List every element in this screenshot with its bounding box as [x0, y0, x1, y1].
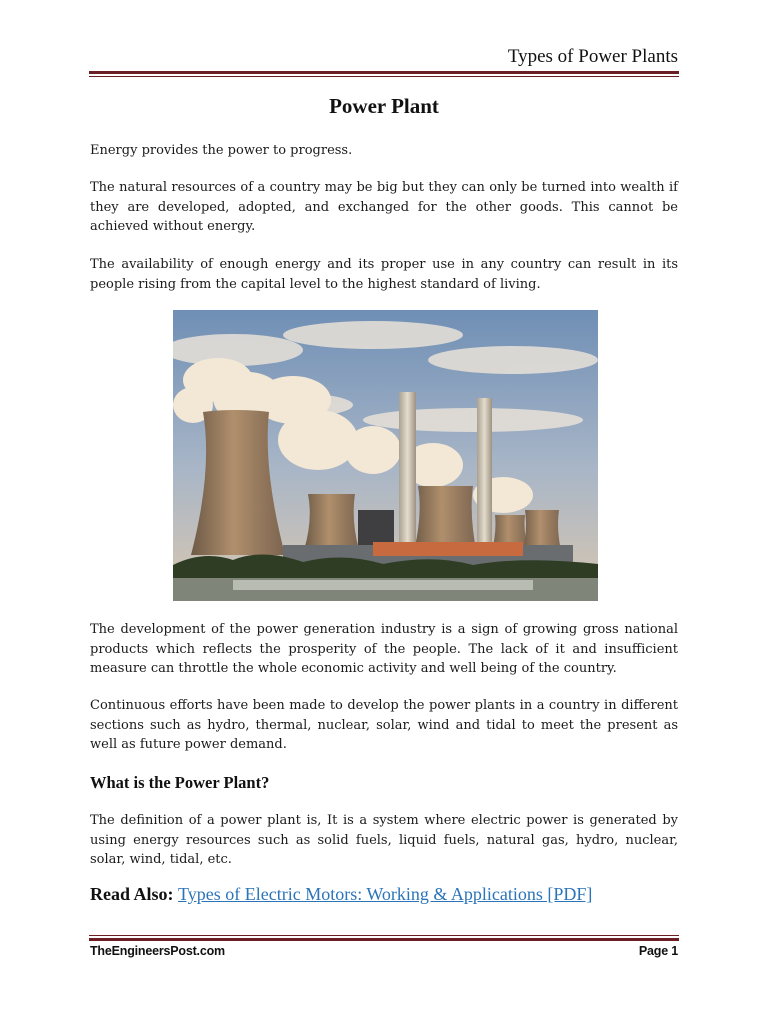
read-also-label: Read Also	[90, 884, 168, 904]
read-also-separator: :	[167, 884, 179, 904]
read-also-link[interactable]: Types of Electric Motors: Working & Applications [PDF]	[178, 884, 593, 904]
footer-site: TheEngineersPost.com	[90, 944, 225, 958]
footer-rule	[89, 938, 679, 941]
header-title: Types of Power Plants	[507, 46, 678, 67]
footer-page-number: Page 1	[638, 944, 678, 958]
definition-paragraph: The definition of a power plant is, It is a system where electric power is generated by using energy resources such as solid fuels, liquid fuels, natural gas, hydro, nuclear, solar, wind, tidal, etc.	[90, 813, 678, 867]
header-rule-thin	[89, 76, 679, 77]
power-plant-photo	[173, 310, 598, 601]
paragraph-2: The natural resources of a country may be big but they can only be turned into wealth if they are developed, adopted, and exchanged for the other goods. This cannot be achieved without energy.	[90, 180, 678, 234]
header-rule	[89, 71, 679, 74]
paragraph-3: The availability of enough energy and its proper use in any country can result in its people rising from the capital level to the highest standard of living.	[90, 257, 678, 292]
paragraph-4: The development of the power generation industry is a sign of growing gross national products which reflects the prosperity of the people. The lack of it and insufficient measure can throttle the whole economic activity and well being of the country.	[90, 622, 678, 676]
paragraph-1: Energy provides the power to progress.	[90, 143, 353, 158]
paragraph-5: Continuous efforts have been made to develop the power plants in a country in different sections such as hydro, thermal, nuclear, solar, wind and tidal to meet the present as well as future power demand.	[90, 698, 678, 752]
page-title: Power Plant	[329, 94, 439, 118]
section-heading: What is the Power Plant?	[90, 773, 270, 792]
footer-rule-thin	[89, 935, 679, 936]
read-also-line	[90, 884, 592, 905]
